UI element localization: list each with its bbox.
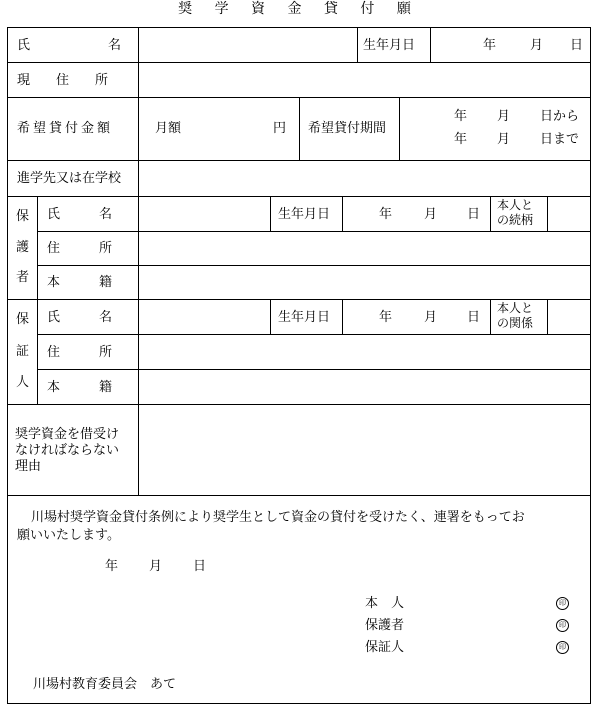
guardian-relation-label-2: の続柄 <box>497 213 534 227</box>
period-from-year: 年 <box>454 109 468 124</box>
applicant-birth-year: 年 <box>483 38 497 53</box>
period-from-month: 月 <box>497 109 511 124</box>
addressee: 川場村教育委員会 あて <box>33 677 177 692</box>
guarantor-relation-field[interactable] <box>549 300 589 334</box>
monthly-label: 月額 <box>155 121 182 136</box>
guardian-char-3: 者 <box>16 270 30 285</box>
guarantor-char-1: 保 <box>16 312 30 327</box>
guardian-birth-field[interactable] <box>344 197 489 231</box>
seal-icon: 印 <box>556 641 569 654</box>
guarantor-domicile-label: 本 籍 <box>47 380 113 395</box>
school-field[interactable] <box>140 161 589 196</box>
applicant-birth-label: 生年月日 <box>363 38 416 53</box>
guardian-domicile-field[interactable] <box>140 266 589 299</box>
guarantor-birth-day: 日 <box>467 310 481 325</box>
guarantor-birth-field[interactable] <box>344 300 489 334</box>
guardian-char-2: 護 <box>16 240 30 255</box>
guarantor-relation-label-1: 本人と <box>497 301 534 315</box>
amount-label: 希望貸付金額 <box>17 121 114 136</box>
period-from-day: 日から <box>540 109 580 124</box>
amount-field[interactable] <box>140 98 298 160</box>
declaration-year: 年 <box>105 559 119 574</box>
declaration-text-2: 願いいたします。 <box>17 528 120 543</box>
guarantor-birth-label: 生年月日 <box>278 310 331 325</box>
period-to-day: 日まで <box>540 132 580 147</box>
school-label: 進学先又は在学校 <box>17 171 122 186</box>
form-title: 奨 学 資 金 貸 付 願 <box>178 1 420 17</box>
guarantor-address-field[interactable] <box>140 335 589 369</box>
reason-field[interactable] <box>140 405 589 495</box>
guardian-char-1: 保 <box>16 209 30 224</box>
guarantor-name-field[interactable] <box>140 300 269 334</box>
period-to-year: 年 <box>454 132 468 147</box>
guardian-birth-label: 生年月日 <box>278 207 331 222</box>
period-field[interactable] <box>401 98 589 160</box>
guarantor-char-2: 証 <box>16 344 30 359</box>
reason-label-3: 理由 <box>15 459 42 474</box>
declaration-day: 日 <box>193 559 207 574</box>
guarantor-name-label: 氏 名 <box>47 310 113 325</box>
guardian-birth-year: 年 <box>379 207 393 222</box>
applicant-birth-month: 月 <box>530 38 544 53</box>
declaration-text-1: 川場村奨学資金貸付条例により奨学生として資金の貸付を受けたく、連署をもってお <box>31 510 525 525</box>
seal-icon: 印 <box>556 619 569 632</box>
applicant-name-field[interactable] <box>140 28 356 62</box>
guardian-relation-field[interactable] <box>549 197 589 231</box>
signer-self-label: 本 人 <box>365 596 405 611</box>
guardian-birth-month: 月 <box>424 207 438 222</box>
period-to-month: 月 <box>497 132 511 147</box>
guarantor-domicile-field[interactable] <box>140 370 589 404</box>
applicant-name-label: 氏 名 <box>17 38 122 53</box>
period-label: 希望貸付期間 <box>308 121 387 136</box>
guardian-domicile-label: 本 籍 <box>47 275 113 290</box>
applicant-birth-field[interactable] <box>432 28 589 62</box>
guardian-relation-label-1: 本人と <box>497 198 534 212</box>
seal-icon: 印 <box>556 597 569 610</box>
guarantor-birth-year: 年 <box>379 310 393 325</box>
guardian-birth-day: 日 <box>467 207 481 222</box>
guardian-address-field[interactable] <box>140 232 589 265</box>
yen-unit: 円 <box>273 121 287 136</box>
applicant-address-field[interactable] <box>140 63 589 97</box>
guarantor-char-3: 人 <box>16 375 30 390</box>
guarantor-birth-month: 月 <box>424 310 438 325</box>
declaration-month: 月 <box>149 559 163 574</box>
guarantor-relation-label-2: の関係 <box>497 316 534 330</box>
guardian-name-label: 氏 名 <box>47 207 113 222</box>
reason-label-2: なければならない <box>15 443 120 458</box>
guardian-address-label: 住 所 <box>47 241 113 256</box>
reason-label-1: 奨学資金を借受け <box>15 427 120 442</box>
applicant-address-label: 現 住 所 <box>17 73 109 88</box>
signer-guardian-label: 保護者 <box>365 618 405 633</box>
guarantor-address-label: 住 所 <box>47 345 113 360</box>
applicant-birth-day: 日 <box>570 38 584 53</box>
signer-guarantor-label: 保証人 <box>365 640 405 655</box>
guardian-name-field[interactable] <box>140 197 269 231</box>
